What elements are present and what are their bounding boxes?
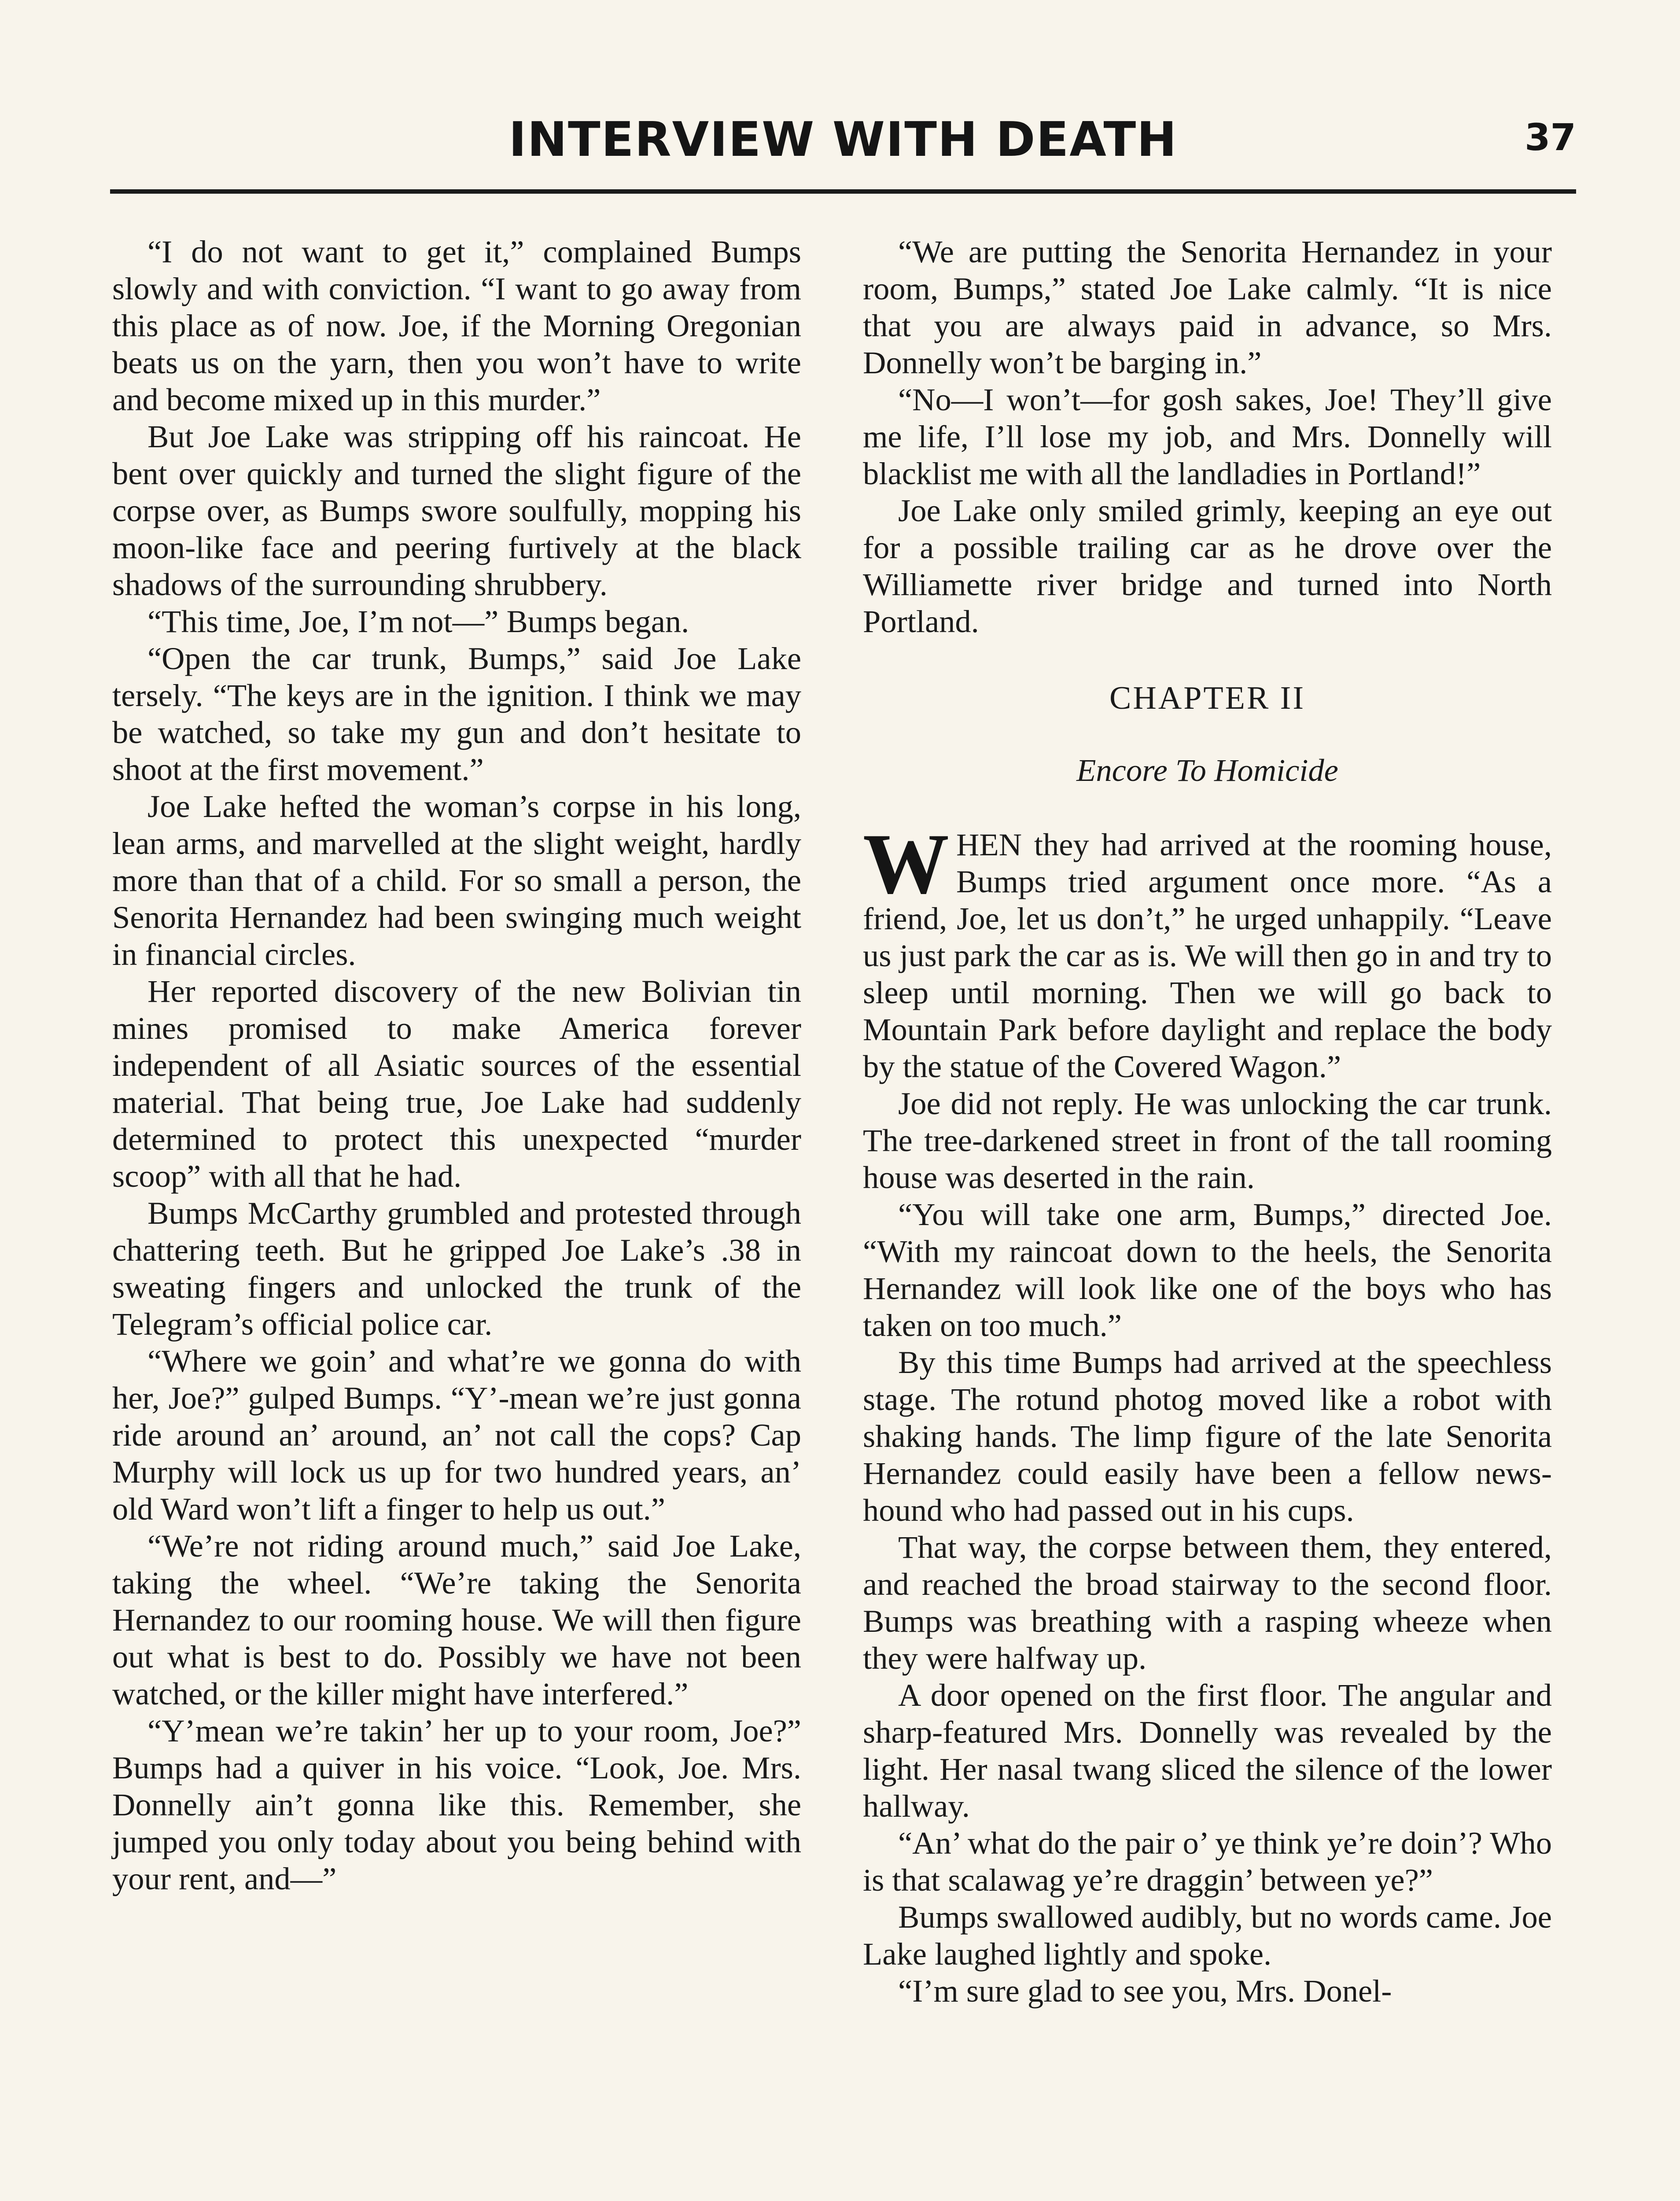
paragraph: Joe did not reply. He was unlocking the car trunk. The tree-darkened street in front of the tall rooming house was deserted in the rain. — [863, 1086, 1552, 1195]
paragraph: A door opened on the first floor. The angular and sharp-featured Mrs. Donnelly was revealed by the light. Her nasal twang sliced the silence of the lower hallway. — [863, 1677, 1552, 1824]
drop-cap-text: HEN they had arrived at the rooming house, Bumps tried argument once more. “As a friend, Joe, let us don’t,” he urged unhappily. “Leave us just park the car as is. We will then go in and try to sleep until morning. Then we will go back to Mountain Park before daylight and replace the body by the statue of the Covered Wagon.” — [863, 827, 1552, 1084]
paragraph: Joe Lake hefted the woman’s corpse in his long, lean arms, and marvelled at the slight weight, hardly more than that of a child. For so small a person, the Senorita Hernandez had been swinging much weight in financial circles. — [112, 788, 801, 972]
paragraph: “I’m sure glad to see you, Mrs. Donel- — [898, 1973, 1392, 2009]
drop-cap: W — [863, 816, 949, 912]
paragraph: “We’re not riding around much,” said Joe Lake, taking the wheel. “We’re taking the Senorita Hernandez to our rooming house. We will then figure out what is best to do. Possibly we have not been watched, or the killer might have interfered.” — [112, 1528, 801, 1711]
paragraph: “We are putting the Senorita Hernandez in your room, Bumps,” stated Joe Lake calmly. “It is nice that you are always paid in advance, so Mrs. Donnelly won’t be barging in.” — [863, 234, 1552, 380]
chapter-opening-paragraph — [863, 816, 1552, 1085]
paragraph: Bumps McCarthy grumbled and protested through chattering teeth. But he gripped Joe Lake’s .38 in sweating fingers and unlocked the trunk of the Telegram’s official police car. — [112, 1195, 801, 1342]
header-rule — [110, 189, 1576, 194]
paragraph: Her reported discovery of the new Bolivian tin mines promised to make America forever independent of all Asiatic sources of the essential material. That being true, Joe Lake had suddenly determined to protect this unexpected “murder scoop” with all that he had. — [112, 973, 801, 1194]
chapter-heading: CHAPTER II — [1109, 680, 1305, 716]
page-number: 37 — [1525, 116, 1576, 159]
paragraph: But Joe Lake was stripping off his raincoat. He bent over quickly and turned the slight figure of the corpse over, as Bumps swore soulfully, mopping his moon-like face and peering furtively at the black shadows of the surrounding shrubbery. — [112, 419, 801, 602]
running-title: INTERVIEW WITH DEATH — [508, 112, 1178, 167]
paragraph: “No—I won’t—for gosh sakes, Joe! They’ll give me life, I’ll lose my job, and Mrs. Donnelly will blacklist me with all the landladies in Portland!” — [863, 382, 1552, 491]
paragraph: “Where we goin’ and what’re we gonna do with her, Joe?” gulped Bumps. “Y’-mean we’re just gonna ride around an’ around, an’ not call the cops? Cap Murphy will lock us up for two hundred years, an’ old Ward won’t lift a finger to help us out.” — [112, 1343, 801, 1527]
chapter-subtitle: Encore To Homicide — [1076, 752, 1338, 788]
paragraph: That way, the corpse between them, they entered, and reached the broad stairway to the second floor. Bumps was breathing with a rasping wheeze when they were halfway up. — [863, 1529, 1552, 1676]
left-column — [112, 233, 801, 1897]
paragraph: Joe Lake only smiled grimly, keeping an eye out for a possible trailing car as he drove over the Williamette river bridge and turned into North Portland. — [863, 493, 1552, 639]
page-header — [110, 112, 1576, 191]
paragraph: “An’ what do the pair o’ ye think ye’re doin’? Who is that scalawag ye’re draggin’ between ye?” — [863, 1825, 1552, 1898]
paragraph: Bumps swallowed audibly, but no words came. Joe Lake laughed lightly and spoke. — [863, 1899, 1552, 1972]
right-column — [863, 233, 1552, 2010]
paragraph: By this time Bumps had arrived at the speechless stage. The rotund photog moved like a robot with shaking hands. The limp figure of the late Senorita Hernandez could easily have been a fellow news-hound who had passed out in his cups. — [863, 1344, 1552, 1528]
paragraph: “Y’mean we’re takin’ her up to your room, Joe?” Bumps had a quiver in his voice. “Look, Joe. Mrs. Donnelly ain’t gonna like this. Remember, she jumped you only today about you being behind with your rent, and—” — [112, 1713, 801, 1896]
paragraph: “You will take one arm, Bumps,” directed Joe. “With my raincoat down to the heels, the Senorita Hernandez will look like one of the boys who has taken on too much.” — [863, 1196, 1552, 1343]
paragraph: “Open the car trunk, Bumps,” said Joe Lake tersely. “The keys are in the ignition. I think we may be watched, so take my gun and don’t hesitate to shoot at the first movement.” — [112, 640, 801, 787]
paragraph: “This time, Joe, I’m not—” Bumps began. — [147, 604, 689, 639]
paragraph: “I do not want to get it,” complained Bumps slowly and with conviction. “I want to go away from this place as of now. Joe, if the Morning Oregonian beats us on the yarn, then you won’t have to write and become mixed up in this murder.” — [112, 234, 801, 417]
